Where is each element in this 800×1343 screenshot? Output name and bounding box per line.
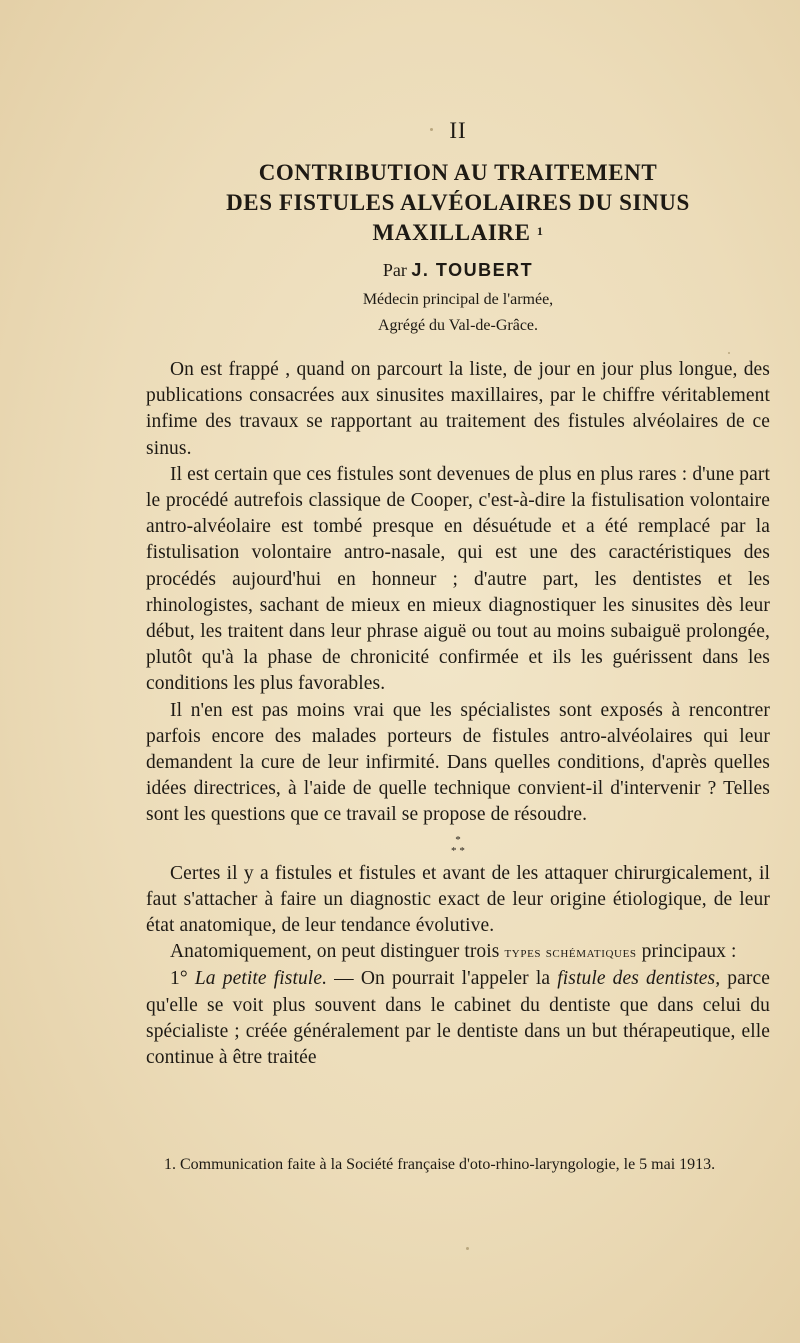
title-line-2: DES FISTULES ALVÉOLAIRES DU SINUS MAXILLAIRE <box>226 190 690 245</box>
paragraph-text: Anatomiquement, on peut distinguer trois <box>170 941 500 963</box>
affiliation-line-2: Agrégé du Val-de-Grâce. <box>377 317 539 334</box>
affiliation <box>146 287 770 339</box>
small-caps-term: types schématiques <box>504 944 637 962</box>
article-title <box>146 158 770 248</box>
article-body <box>146 357 770 1071</box>
author-name: J. TOUBERT <box>411 260 534 280</box>
paragraph-text: parce qu'elle se voit plus souvent dans le cabinet du dentiste que dans celui du spécialiste ; créée généralement par le dentiste dans un but thérapeutique, elle continue à être traitée <box>146 968 770 1069</box>
byline-prefix: Par <box>382 260 407 280</box>
paragraph: Certes il y a fistules et fistules et avant de les attaquer chirurgicalement, il faut s'attacher à faire un diagnostic exact de leur origine étiologique, de leur état anatomique, de leur tendance évolutive. <box>146 862 770 937</box>
article <box>146 118 770 1071</box>
section-separator <box>146 835 770 857</box>
separator-stars: * * <box>450 844 466 857</box>
title-line-1: CONTRIBUTION AU TRAITEMENT <box>258 160 658 185</box>
title-footnote-mark: 1 <box>536 224 544 238</box>
paragraph: Il est certain que ces fistules sont devenues de plus en plus rares : d'une part le procédé autrefois classique de Cooper, c'est-à-dire la fistulisation volontaire antro-alvéolaire est tombé presque en désuétude et a été remplacé par la fistulisation volontaire antro-nasale, qui est une des caractéristiques des procédés aujourd'hui en honneur ; d'autre part, les dentistes et les rhinologistes, sachant de mieux en mieux diagnostiquer les sinusites dès leur début, les traitent dans leur phrase aiguë ou tout au moins subaiguë prolongée, plutôt qu'à la phase de chronicité confirmée et ils les guérissent dans les conditions les plus favorables. <box>146 463 770 695</box>
footnote <box>146 1153 776 1176</box>
paper-speck <box>466 1247 469 1250</box>
italic-heading: La petite fistule. <box>194 968 328 990</box>
footnote-text: 1. Communication faite à la Société française d'oto-rhino-laryngologie, le 5 mai 1913. <box>164 1156 716 1173</box>
paragraph: On est frappé , quand on parcourt la liste, de jour en jour plus longue, des publications consacrées aux sinusites maxillaires, par le chiffre véritablement infime des travaux se rapportant au traitement des fistules alvéolaires de ce sinus. <box>146 359 770 459</box>
list-number: 1° <box>170 968 188 990</box>
paragraph <box>146 966 770 1071</box>
byline <box>146 260 770 281</box>
paragraph <box>146 939 770 966</box>
paragraph-text: — On pourrait l'appeler la <box>334 968 551 990</box>
italic-term: fistule des dentistes, <box>557 968 721 990</box>
paragraph: Il n'en est pas moins vrai que les spécialistes sont exposés à rencontrer parfois encore des malades porteurs de fistules antro-alvéolaires qui leur demandent la cure de leur infirmité. Dans quelles conditions, d'après quelles idées directrices, à l'aide de quelle technique convient-il d'intervenir ? Telles sont les questions que ce travail se propose de résoudre. <box>146 699 770 826</box>
paragraph-text: principaux : <box>641 941 737 963</box>
separator-star: * <box>455 833 461 846</box>
affiliation-line-1: Médecin principal de l'armée, <box>362 291 554 308</box>
chapter-number: II <box>449 118 467 143</box>
